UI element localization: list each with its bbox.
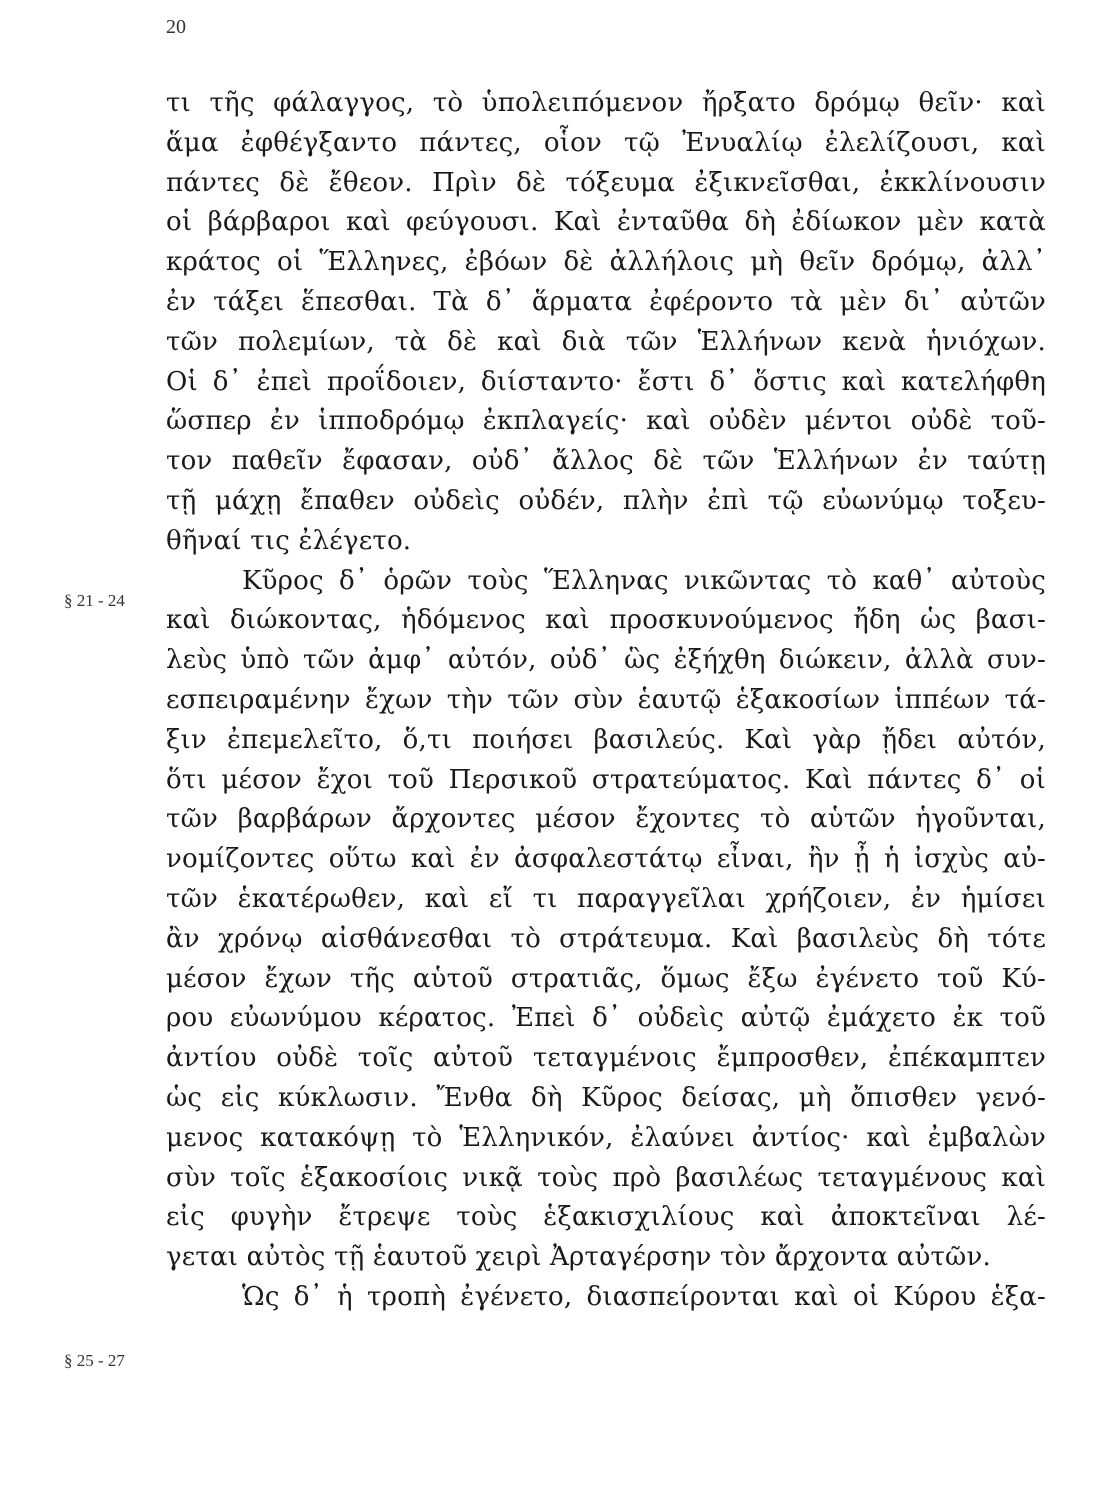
text-line: οἱ βάρβαροι καὶ φεύγουσι. Καὶ ἐνταῦθα δὴ ἐδίωκον μὲν κατὰ bbox=[166, 207, 1046, 238]
text-line: νομίζοντες οὕτω καὶ ἐν ἀσφαλεστάτῳ εἶναι, ἢν ᾖ ἡ ἰσχὺς αὐ- bbox=[166, 844, 1046, 875]
text-line: σὺν τοῖς ἑξακοσίοις νικᾷ τοὺς πρὸ βασιλέως τεταγμένους καὶ bbox=[166, 1162, 1046, 1193]
text-line: τῶν βαρβάρων ἄρχοντες μέσον ἔχοντες τὸ αὑτῶν ἡγοῦνται, bbox=[166, 804, 1046, 835]
text-line: ὅτι μέσον ἔχοι τοῦ Περσικοῦ στρατεύματος. Καὶ πάντες δ᾽ οἱ bbox=[166, 764, 1046, 795]
text-line: τι τῆς φάλαγγος, τὸ ὑπολειπόμενον ἤρξατο δρόμῳ θεῖν· καὶ bbox=[166, 88, 1046, 118]
text-line: ξιν ἐπεμελεῖτο, ὅ,τι ποιήσει βασιλεύς. Καὶ γὰρ ᾔδει αὐτόν, bbox=[166, 724, 1046, 755]
text-line: πάντες δὲ ἔθεον. Πρὶν δὲ τόξευμα ἐξικνεῖσθαι, ἐκκλίνουσιν bbox=[166, 167, 1046, 198]
text-line: Οἱ δ᾽ ἐπεὶ προΐδοιεν, διίσταντο· ἔστι δ᾽ ὅστις καὶ κατελήφθη bbox=[166, 366, 1046, 397]
text-line: ὡς εἰς κύκλωσιν. Ἔνθα δὴ Κῦρος δείσας, μὴ ὄπισθεν γενό- bbox=[166, 1082, 1046, 1113]
page-number: 20 bbox=[166, 16, 186, 38]
text-body bbox=[166, 84, 1046, 1318]
text-line: μενος κατακόψῃ τὸ Ἑλληνικόν, ἐλαύνει ἀντίος· καὶ ἐμβαλὼν bbox=[166, 1122, 1046, 1153]
text-line: κράτος οἱ Ἕλληνες, ἐβόων δὲ ἀλλήλοις μὴ θεῖν δρόμῳ, ἀλλ᾽ bbox=[166, 247, 1046, 278]
text-line: ἂν χρόνῳ αἰσθάνεσθαι τὸ στράτευμα. Καὶ βασιλεὺς δὴ τότε bbox=[166, 923, 1046, 954]
text-line: Κῦρος δ᾽ ὁρῶν τοὺς Ἕλληνας νικῶντας τὸ καθ᾽ αὐτοὺς bbox=[242, 565, 1046, 596]
text-line: τῇ μάχῃ ἔπαθεν οὐδεὶς οὐδέν, πλὴν ἐπὶ τῷ εὐωνύμῳ τοξευ- bbox=[166, 485, 1046, 516]
text-line: τον παθεῖν ἔφασαν, οὐδ᾽ ἄλλος δὲ τῶν Ἑλλήνων ἐν ταύτῃ bbox=[166, 446, 1046, 477]
text-line: εσπειραμένην ἔχων τὴν τῶν σὺν ἑαυτῷ ἑξακοσίων ἱππέων τά- bbox=[166, 684, 1046, 715]
text-line: καὶ διώκοντας, ἡδόμενος καὶ προσκυνούμενος ἤδη ὡς βασι- bbox=[166, 605, 1046, 636]
text-line: μέσον ἔχων τῆς αὑτοῦ στρατιᾶς, ὅμως ἔξω ἐγένετο τοῦ Κύ- bbox=[166, 963, 1046, 994]
text-line: τῶν ἑκατέρωθεν, καὶ εἴ τι παραγγεῖλαι χρήζοιεν, ἐν ἡμίσει bbox=[166, 883, 1046, 914]
text-line: τῶν πολεμίων, τὰ δὲ καὶ διὰ τῶν Ἑλλήνων κενὰ ἡνιόχων. bbox=[166, 326, 1046, 357]
text-line: ἀντίου οὐδὲ τοῖς αὐτοῦ τεταγμένοις ἔμπροσθεν, ἐπέκαμπτεν bbox=[166, 1043, 1046, 1074]
text-line: εἰς φυγὴν ἔτρεψε τοὺς ἑξακισχιλίους καὶ ἀποκτεῖναι λέ- bbox=[166, 1202, 1046, 1233]
text-line: Ὡς δ᾽ ἡ τροπὴ ἐγένετο, διασπείρονται καὶ οἱ Κύρου ἑξα- bbox=[242, 1281, 1046, 1312]
text-line: ἅμα ἐφθέγξαντο πάντες, οἷον τῷ Ἐνυαλίῳ ἐλελίζουσι, καὶ bbox=[166, 127, 1046, 158]
margin-reference: § 21 - 24 bbox=[64, 591, 125, 610]
text-line: λεὺς ὑπὸ τῶν ἀμφ᾽ αὐτόν, οὐδ᾽ ὣς ἐξήχθη διώκειν, ἀλλὰ συν- bbox=[166, 645, 1046, 676]
text-line: ἐν τάξει ἕπεσθαι. Τὰ δ᾽ ἅρματα ἐφέροντο τὰ μὲν δι᾽ αὐτῶν bbox=[166, 286, 1046, 317]
text-line: ὥσπερ ἐν ἱπποδρόμῳ ἐκπλαγείς· καὶ οὐδὲν μέντοι οὐδὲ τοῦ- bbox=[166, 406, 1046, 437]
text-line: ρου εὐωνύμου κέρατος. Ἐπεὶ δ᾽ οὐδεὶς αὐτῷ ἐμάχετο ἐκ τοῦ bbox=[166, 1003, 1046, 1034]
margin-reference: § 25 - 27 bbox=[64, 1351, 125, 1370]
text-line: θῆναί τις ἐλέγετο. bbox=[166, 525, 412, 556]
text-line: γεται αὐτὸς τῇ ἑαυτοῦ χειρὶ Ἀρταγέρσην τὸν ἄρχοντα αὐτῶν. bbox=[166, 1242, 991, 1273]
